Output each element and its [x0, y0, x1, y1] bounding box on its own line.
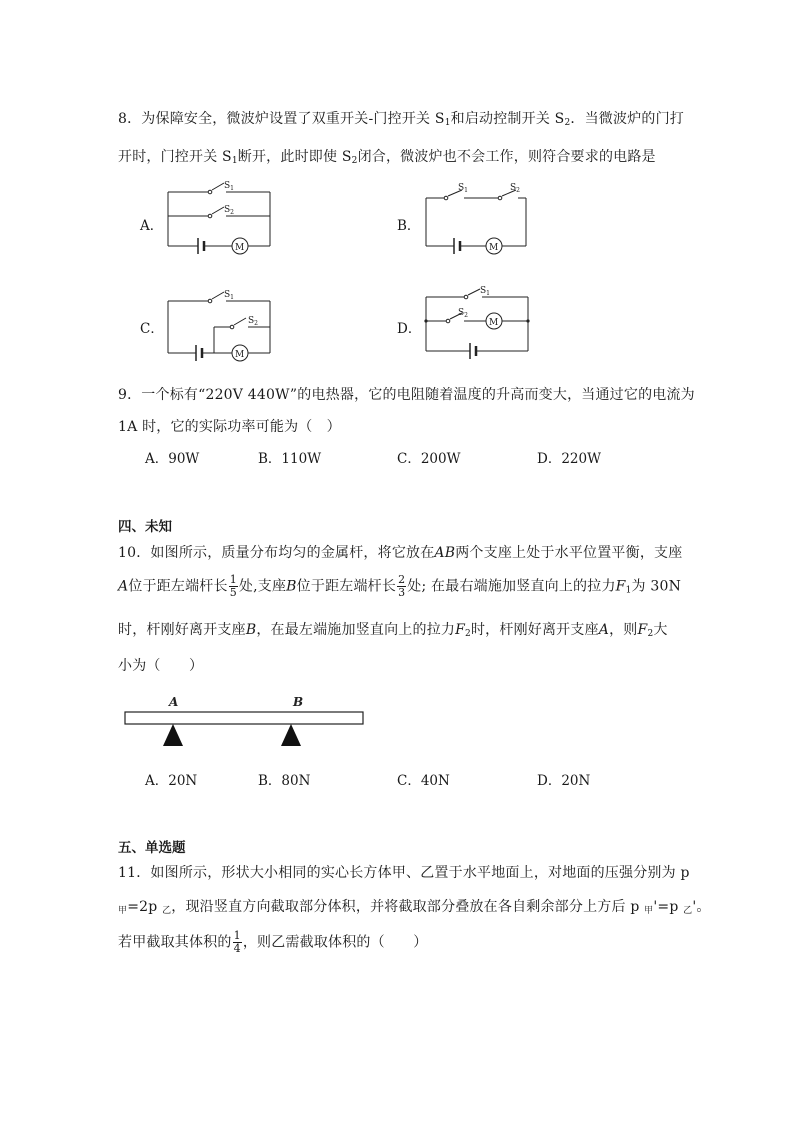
lever-diagram	[120, 690, 370, 750]
circuit-diagram-a	[160, 178, 280, 260]
support-b	[281, 724, 301, 746]
q8-line-2: 开时，门控开关 $S_1$断开，此时即使 $S_2$闭合，微波炉也不会工作，则符合要求的电路是	[118, 149, 656, 166]
svg-text:M: M	[235, 243, 245, 253]
svg-text:S1: $S_1$	[458, 183, 468, 194]
svg-text:M: M	[489, 318, 499, 328]
svg-text:S2: $S_2$	[458, 308, 468, 319]
q10-option-a: A．20N	[145, 773, 198, 789]
q10-option-c: C．40N	[397, 773, 450, 789]
q9-line-1: 9．一个标有“220V 440W”的电热器，它的电阻随着温度的升高而变大，当通过它的电流为	[118, 387, 695, 403]
circuit-diagram-c	[160, 285, 280, 367]
q9-line-2: 1A 时，它的实际功率可能为（ ）	[118, 419, 341, 435]
svg-text:M: M	[235, 350, 245, 360]
q8-option-b-label: B．	[397, 218, 421, 234]
q11-line-3: 若甲截取其体积的 $\frac{1}{4}$ ，则乙需截取体积的（ ）	[118, 929, 428, 955]
q9-option-c: C．200W	[397, 451, 461, 467]
q10-option-d: D．20N	[537, 773, 591, 789]
q8-option-c-label: C．	[140, 321, 164, 337]
q10-line-1: 10．如图所示，质量分布均匀的金属杆，将它放在AB两个支座上处于水平位置平衡，支座	[118, 545, 683, 561]
section-4-title: 四、未知	[118, 519, 172, 535]
metal-rod	[125, 712, 363, 724]
circuit-diagram-b	[418, 178, 538, 260]
label-b: B	[293, 695, 304, 709]
svg-text:S1: $S_1$	[480, 286, 490, 297]
q9-option-a: A．90W	[145, 451, 200, 467]
q9-option-b: B．110W	[258, 451, 322, 467]
svg-text:S1: $S_1$	[224, 290, 234, 301]
svg-text:M: M	[489, 243, 499, 253]
q10-line-2: A位于距左端杆长 $\frac{1}{5}$ 处,支座B位于距左端杆长 $\frac{2}{3}$ 处; 在最右端施加竖直向上的拉力$F_1$为 30N	[118, 573, 682, 599]
q11-line-1: 11．如图所示，形状大小相同的实心长方体甲、乙置于水平地面上，对地面的压强分别为 p	[118, 865, 690, 881]
fraction-one-fifth: $\frac{1}{5}$	[229, 573, 237, 599]
fraction-two-thirds: $\frac{2}{3}$	[398, 573, 406, 599]
svg-text:S1: $S_1$	[224, 181, 234, 192]
svg-text:S2: $S_2$	[248, 316, 258, 327]
q8-option-d-label: D．	[397, 321, 422, 337]
q8-option-a-label: A．	[140, 218, 164, 234]
q11-line-2: $_甲$=2p $_乙$，现沿竖直方向截取部分体积，并将截取部分叠放在各自剩余部分上方后 p $_甲$'=p $_乙$'。	[118, 899, 711, 916]
circuit-diagram-d	[418, 285, 540, 367]
q10-option-b: B．80N	[258, 773, 311, 789]
fraction-one-quarter: $\frac{1}{4}$	[233, 929, 241, 955]
svg-text:S2: $S_2$	[224, 205, 234, 216]
support-a	[163, 724, 183, 746]
svg-text:S2: $S_2$	[510, 183, 520, 194]
q10-line-3: 时，杆刚好离开支座B，在最左端施加竖直向上的拉力$F_2$时，杆刚好离开支座A，则$F_2$大	[118, 622, 668, 639]
q8-line-1: 8．为保障安全，微波炉设置了双重开关-门控开关 $S_1$和启动控制开关 $S_2$．当微波炉的门打	[118, 111, 685, 128]
section-5-title: 五、单选题	[118, 840, 186, 856]
label-a: A	[169, 695, 179, 709]
q10-line-4: 小为（ ）	[118, 658, 204, 674]
q9-option-d: D．220W	[537, 451, 601, 467]
